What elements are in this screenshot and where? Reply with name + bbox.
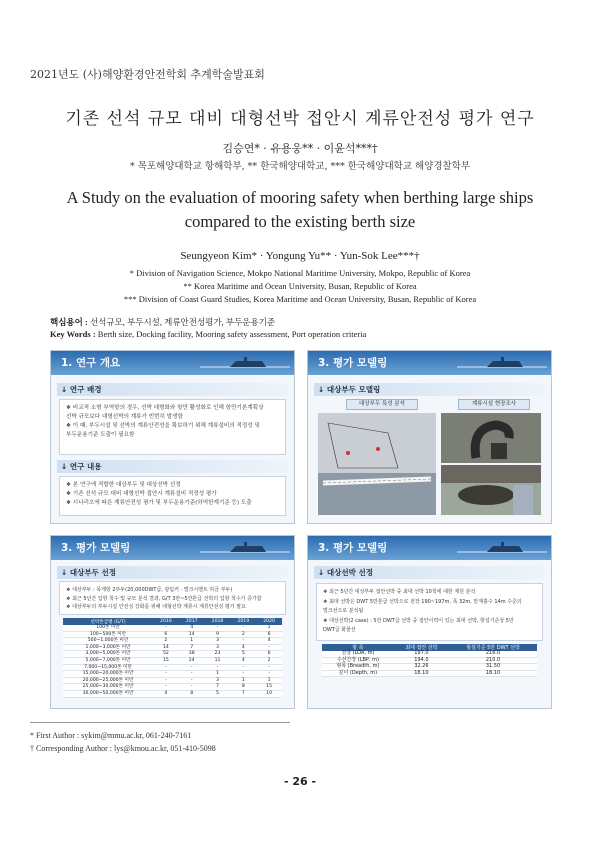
keywords-english [50,329,366,339]
table-cell: 2 [256,657,282,664]
section-head: ↓ 대상부두 선정 [57,566,288,579]
table-cell: 7 [179,644,205,651]
text-line: 벌크선으로 분석됨 [323,608,364,614]
section-label: 대상부두 모델링 [326,385,381,394]
table-cell: 15,000~20,000톤 미만 [63,671,153,678]
panel-berth-modeling [307,350,552,524]
bollard-photo [441,413,541,463]
ship-spec-table [322,644,537,677]
table-row [63,690,282,697]
table-cell: 23 [205,651,231,658]
table-cell: - [153,664,179,671]
tag-berth-analysis: 대상부두 특성 분석 [346,399,418,410]
text-line: ❖ 대상부두의 부두시설 안전성 강화를 위해 대형선박 계류시 계류안전성 평가 필요 [66,604,246,610]
keywords-english-text: Berth size, Docking facility, Mooring safety assessment, Port operation criteria [97,329,367,339]
table-cell: 전장 (LOA, m) [322,651,394,657]
table-header-cell: 항설기준 5만 DWT 선박 [449,644,537,651]
table-cell: 7 [230,690,256,697]
english-title [0,186,600,234]
table-cell: - [153,671,179,678]
panel-title-bar [51,536,294,560]
table-row [63,651,282,658]
table-cell: 18.10 [394,670,449,677]
table-cell: 9 [205,631,231,638]
korean-authors: 김승연* · 유용웅** · 이윤석***† [222,142,378,155]
table-header-cell: 항 목 [322,644,394,651]
table-cell: 2 [153,638,179,645]
panel-title-bar [308,536,551,560]
table-cell: 6 [256,651,282,658]
table-cell: 15 [153,657,179,664]
table-cell: 형폭 (Breadth, m) [322,664,394,671]
panel-title-bar [51,351,294,375]
table-cell: 4 [230,644,256,651]
page-number: - 26 - [283,775,317,788]
english-affiliation-3: *** Division of Coast Guard Studies, Korea Maritime and Ocean University, Busan, Republic of Korea [123,294,477,304]
table-cell: 5 [205,690,231,697]
table-header-cell: 2017 [179,618,205,625]
english-affiliation-2: ** Korea Maritime and Ocean University, Busan, Republic of Korea [183,281,417,291]
text-line: ❖ 최근 5년간 대상부두 접안선박 중 최대 선박 10척에 대한 제원 분석 [323,589,476,595]
table-cell: 1 [256,625,282,631]
table-cell: - [179,664,205,671]
table-row [322,670,537,677]
ship-silhouette-icon [200,542,290,556]
panel-title: 3. 평가 모델링 [318,357,388,369]
table-header-cell: 2016 [153,618,179,625]
table-cell: - [153,625,179,631]
table-cell: 3 [205,677,231,684]
section-label: 대상선박 선정 [326,568,373,577]
table-cell: - [230,671,256,678]
panel-title: 3. 평가 모델링 [61,542,131,554]
text-line: ❖ 기존 선석 규모 대비 대형선박 접안시 계류설비 적정성 평가 [66,491,217,497]
table-row [63,631,282,638]
table-row [63,638,282,645]
keywords-english-label: Key Words : [50,329,96,339]
text-line: 선박 규모보다 대형선박의 계류가 빈번히 발생함 [66,414,183,420]
table-cell: - [153,677,179,684]
panel-title: 1. 연구 개요 [61,357,121,369]
english-authors: Seungyeon Kim* · Yongung Yu** · Yun-Sok Lee***† [180,250,420,262]
table-cell: - [256,671,282,678]
footnote-divider [30,722,290,723]
text-line: ❖ 본 연구에 적합한 대상부두 및 대상선박 선정 [66,482,181,488]
table-cell: 14 [153,644,179,651]
table-cell: 100톤 미만 [63,625,153,631]
fender-photo [441,465,541,515]
text-line: ❖ 비교적 소형 부역항의 경우, 선박 대형화와 항만 활성화로 인해 항만기본계획상 [66,405,264,411]
content-box [59,476,286,516]
section-head: ↓ 대상부두 모델링 [314,383,545,396]
table-cell: 3,000~5,000톤 미만 [63,651,153,658]
footnote-first-author: * First Author : sykim@mmu.ac.kr, 061-240-7161 [30,731,192,740]
english-affiliation-1: * Division of Navigation Science, Mokpo National Maritime University, Mokpo, Republic of Korea [129,268,471,278]
table-cell: 4 [153,690,179,697]
table-cell: 1 [256,677,282,684]
table-cell: 4 [256,638,282,645]
table-cell: 3 [205,644,231,651]
table-row [63,657,282,664]
table-header-cell: 선박톤급별 (G/T) [63,618,153,625]
table-cell: 5 [230,651,256,658]
panel-title: 3. 평가 모델링 [318,542,388,554]
table-cell: 38 [179,651,205,658]
text-line: ❖ 대상선박(2 case) : 5만 DWT급 선박 중 접안이력이 있는 최대 선박, 항설기준상 5만 [323,617,514,624]
panel-title-bar [308,351,551,375]
table-cell: 3 [205,638,231,645]
table-cell: 216.0 [449,651,537,657]
table-cell: - [179,684,205,691]
table-cell: - [230,638,256,645]
keywords-korean-text: 선석규모, 부두시설, 계류안전성평가, 부두운용기준 [89,317,276,327]
table-cell: 6 [256,631,282,638]
ship-silhouette-icon [200,357,290,371]
table-cell: 31.50 [449,664,537,671]
table-cell: 4 [179,625,205,631]
table-cell: 52 [153,651,179,658]
table-cell: 14 [179,631,205,638]
table-cell: 8 [230,684,256,691]
english-title-line-1: A Study on the evaluation of mooring safety when berthing large ships [66,188,534,207]
table-cell: 194.0 [394,657,449,664]
table-cell: 1 [205,671,231,678]
table-cell: 1 [179,638,205,645]
table-cell: - [179,671,205,678]
table-cell: 5,000~7,000톤 미만 [63,657,153,664]
table-cell: 8 [179,690,205,697]
table-row [63,677,282,684]
conference-header: 2021년도 (사)해양환경안전학회 추계학술발표회 [30,68,265,81]
text-line: 부두운용기준 도출이 필요함 [66,432,135,438]
ship-silhouette-icon [457,357,547,371]
berth-map-figure [318,413,436,515]
korean-affiliations: * 목포해양대학교 항해학부, ** 한국해양대학교, *** 한국해양대학교 해양경찰학부 [129,161,471,172]
section-head: ↓ 대상선박 선정 [314,566,545,579]
table-cell: 11 [205,657,231,664]
table-cell: - [179,677,205,684]
table-header-row [63,618,282,625]
footnote-corresponding-author: † Corresponding Author : lys@kmou.ac.kr, 051-410-5098 [30,744,216,753]
table-cell: 2 [230,631,256,638]
table-cell: 1,000~3,000톤 미만 [63,644,153,651]
text-line: ❖ 최근 5년간 입항 척수 및 규모 분석 결과, G/T 3만~5만톤급 선박의 입항 척수가 증가함 [66,595,262,602]
table-cell: 4 [230,657,256,664]
table-cell: 20,000~25,000톤 미만 [63,677,153,684]
table-header-cell: 최대 접안 선박 [394,644,449,651]
table-cell: 500~1,000톤 미만 [63,638,153,645]
table-cell: 210.0 [449,657,537,664]
table-header-cell: 2018 [205,618,231,625]
ship-selection-box [316,583,543,641]
table-cell: - [256,644,282,651]
table-cell: - [205,625,231,631]
text-line: ❖ 최대 선박은 DWT 5만톤급 선박으로 전장 190~197m, 폭 32m, 만재흘수 14m 수준의 [323,598,522,605]
table-header-cell: 2020 [256,618,282,625]
table-cell: 100~500톤 미만 [63,631,153,638]
table-cell: 30,000~50,000톤 미만 [63,690,153,697]
table-cell: 6 [153,631,179,638]
background-box [59,399,286,455]
text-line: ❖ 이 때, 부두시설 및 선박의 계류안전성을 확보하기 위해 계류설비의 적정성 및 [66,423,260,429]
table-cell: - [230,625,256,631]
text-line: ❖ 대상부두 : 목계항 2부두(20,000DWT급, 광림커 · 벌크시멘트 하금 부두) [66,587,233,593]
table-cell: 수선간장 (LBP, m) [322,657,394,664]
section-label: 대상부두 선정 [69,568,116,577]
table-header-cell: 2019 [230,618,256,625]
table-cell: 1 [230,677,256,684]
table-row [63,644,282,651]
section-head-background: ↓ 연구 배경 [57,383,288,396]
table-cell: 25,000~30,000톤 미만 [63,684,153,691]
table-cell: - [230,664,256,671]
table-cell: - [153,684,179,691]
table-cell: 깊이 (Depth, m) [322,670,394,677]
table-cell: 15 [256,684,282,691]
english-title-line-2: compared to the existing berth size [184,212,416,231]
table-cell: - [256,664,282,671]
section-label: 연구 배경 [69,385,102,394]
table-cell: 7,000~15,000톤 미만 [63,664,153,671]
panel-research-overview [50,350,295,524]
table-cell: - [205,664,231,671]
panel-ship-selection [307,535,552,709]
table-row [63,671,282,678]
berth-selection-box [59,581,286,615]
table-cell: 197.0 [394,651,449,657]
ship-silhouette-icon [457,542,547,556]
table-cell: 24 [179,657,205,664]
table-cell: 10 [256,690,282,697]
keywords-korean [50,316,275,328]
tag-field-survey: 계류시설 현장조사 [458,399,530,410]
arrivals-table [63,618,282,698]
text-line: ❖ 시나리오에 따른 계류안전성 평가 및 부두운용기준(하역한계기준 등) 도출 [66,500,252,506]
table-row [63,684,282,691]
keywords-korean-label: 핵심용어 : [50,317,88,327]
table-cell: 7 [205,684,231,691]
section-head-content: ↓ 연구 내용 [57,460,288,473]
section-label: 연구 내용 [69,462,102,471]
table-cell: 32.26 [394,664,449,671]
table-row [63,664,282,671]
korean-title: 기존 선석 규모 대비 대형선박 접안시 계류안전성 평가 연구 [65,109,535,129]
text-line: DWT급 화물선 [323,627,356,633]
table-cell: 18.10 [449,670,537,677]
panel-berth-selection [50,535,295,709]
